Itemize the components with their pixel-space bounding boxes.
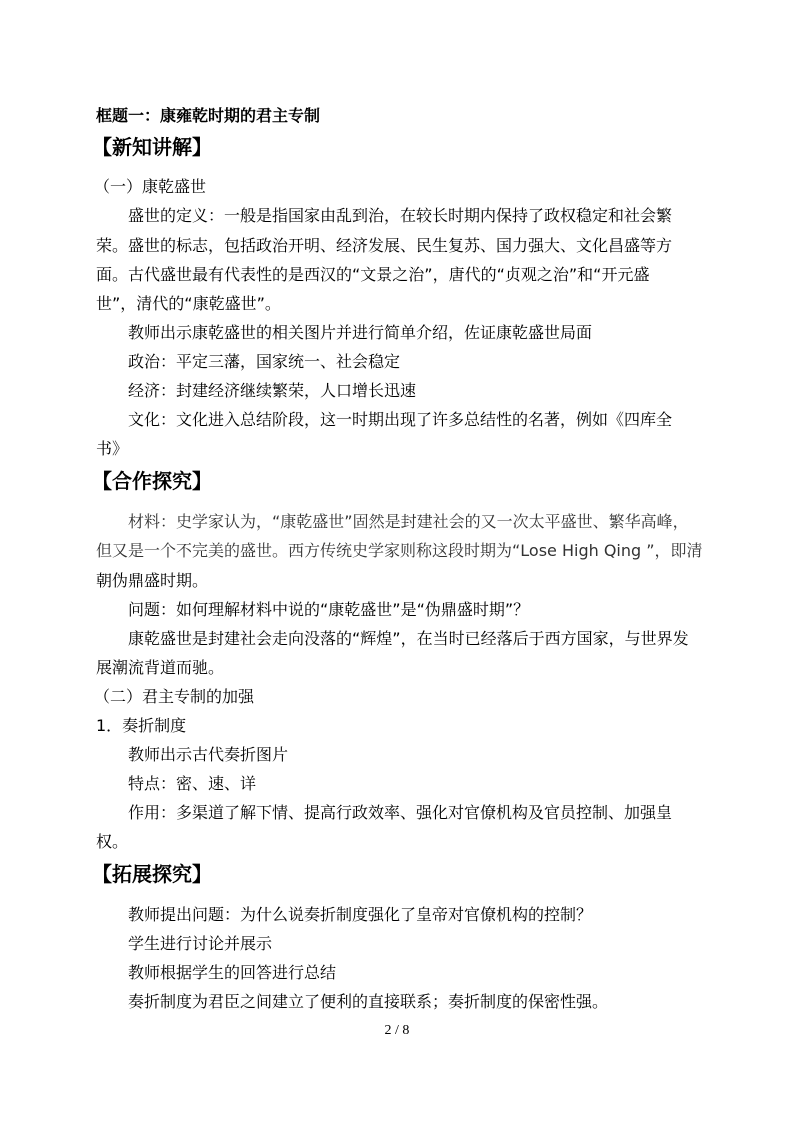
document-page	[92, 0, 703, 1123]
material-line: 但又是一个不完美的盛世。西方传统史学家则称这段时期为“Lose High Qing ”，即清	[96, 541, 703, 560]
paragraph-line: 经济：封建经济继续繁荣，人口增长迅速	[128, 381, 417, 400]
answer-line: 康乾盛世是封建社会走向没落的“辉煌”，在当时已经落后于西方国家，与世界发	[128, 629, 689, 648]
question-line: 问题：如何理解材料中说的“康乾盛世”是“伪鼎盛时期”？	[128, 600, 530, 619]
answer-line: 展潮流背道而驰。	[96, 658, 225, 677]
paragraph-line: 作用：多渠道了解下情、提高行政效率、强化对官僚机构及官员控制、加强皇	[128, 803, 673, 822]
paragraph-line: 教师出示古代奏折图片	[128, 745, 289, 764]
list-item-heading: 1．奏折制度	[96, 716, 187, 735]
paragraph-line: 奏折制度为君臣之间建立了便利的直接联系；奏折制度的保密性强。	[128, 992, 609, 1011]
material-line: 朝伪鼎盛时期。	[96, 571, 209, 590]
section-heading-extension: 【拓展探究】	[92, 862, 212, 886]
paragraph-line: 学生进行讨论并展示	[128, 934, 273, 953]
page-number: 2 / 8	[384, 1023, 410, 1038]
paragraph-line: 教师根据学生的回答进行总结	[128, 963, 337, 982]
material-line: 材料：史学家认为，“康乾盛世”固然是封建社会的又一次太平盛世、繁华高峰，	[128, 512, 689, 531]
subheading-autocracy: （二）君主专制的加强	[94, 687, 255, 706]
paragraph-line: 教师出示康乾盛世的相关图片并进行简单介绍，佐证康乾盛世局面	[128, 323, 593, 342]
subheading-kangqian: （一）康乾盛世	[94, 177, 207, 196]
paragraph-line: 政治：平定三藩，国家统一、社会稳定	[128, 352, 401, 371]
paragraph-line: 荣。盛世的标志，包括政治开明、经济发展、民生复苏、国力强大、文化昌盛等方	[96, 236, 673, 255]
paragraph-line: 书》	[96, 439, 129, 458]
paragraph-line: 世”，清代的“康乾盛世”。	[96, 294, 281, 313]
paragraph-line: 盛世的定义：一般是指国家由乱到治，在较长时期内保持了政权稳定和社会繁	[128, 206, 673, 225]
section-heading-new-knowledge: 【新知讲解】	[92, 135, 212, 159]
document-title: 框题一：康雍乾时期的君主专制	[96, 106, 321, 125]
paragraph-line: 文化：文化进入总结阶段，这一时期出现了许多总结性的名著，例如《四库全	[128, 410, 673, 429]
paragraph-line: 权。	[96, 832, 129, 851]
paragraph-line: 特点：密、速、详	[128, 774, 257, 793]
paragraph-line: 面。古代盛世最有代表性的是西汉的“文景之治”，唐代的“贞观之治”和“开元盛	[96, 265, 650, 284]
paragraph-line: 教师提出问题：为什么说奏折制度强化了皇帝对官僚机构的控制？	[128, 905, 593, 924]
section-heading-cooperation: 【合作探究】	[92, 469, 212, 493]
